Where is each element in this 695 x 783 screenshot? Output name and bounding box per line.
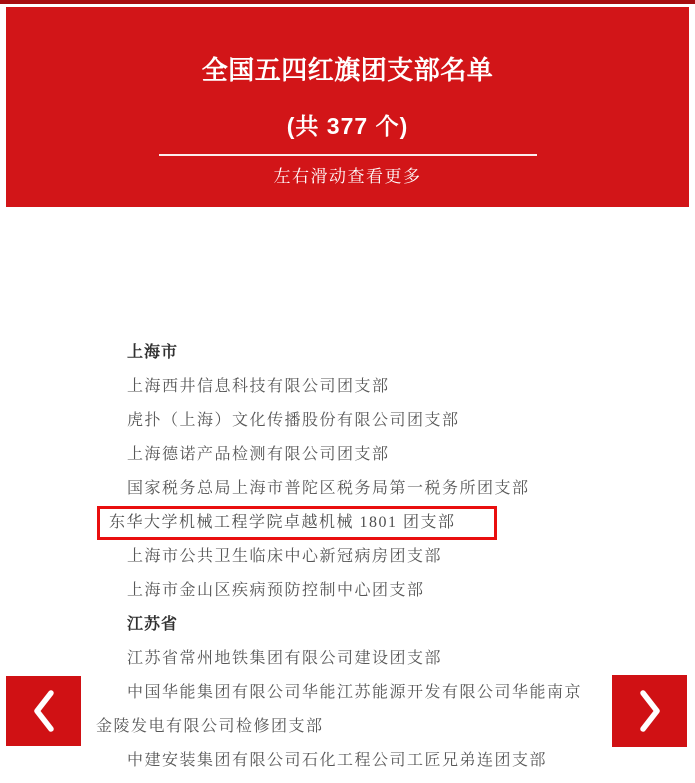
branch-count: (共 377 个) [286, 113, 409, 139]
divider-line [159, 154, 537, 156]
list-item: 上海市金山区疾病预防控制中心团支部 [127, 582, 425, 599]
top-strip [0, 0, 695, 4]
chevron-left-icon [31, 688, 57, 734]
list-item: 江苏省常州地铁集团有限公司建设团支部 [127, 650, 443, 667]
list-item: 中建安装集团有限公司石化工程公司工匠兄弟连团支部 [127, 752, 548, 769]
list-item: 中国华能集团有限公司华能江苏能源开发有限公司华能南京金陵发电有限公司检修团支部 [96, 684, 583, 735]
banner [6, 7, 689, 207]
prev-button[interactable] [6, 676, 81, 746]
banner-title: 全国五四红旗团支部名单 [201, 55, 494, 85]
list-item: 上海市公共卫生临床中心新冠病房团支部 [127, 548, 443, 565]
highlighted-list-item: 东华大学机械工程学院卓越机械 1801 团支部 [97, 506, 497, 540]
list-item: 上海西井信息科技有限公司团支部 [127, 378, 390, 395]
list-item: 虎扑（上海）文化传播股份有限公司团支部 [127, 412, 460, 429]
next-button[interactable] [612, 675, 687, 747]
list-item: 国家税务总局上海市普陀区税务局第一税务所团支部 [127, 480, 530, 497]
chevron-right-icon [637, 688, 663, 734]
section-header-jiangsu: 江苏省 [127, 616, 179, 633]
list-item: 上海德诺产品检测有限公司团支部 [127, 446, 390, 463]
section-header-shanghai: 上海市 [127, 344, 179, 361]
branch-list [96, 336, 591, 778]
swipe-hint: 左右滑动查看更多 [273, 167, 422, 186]
